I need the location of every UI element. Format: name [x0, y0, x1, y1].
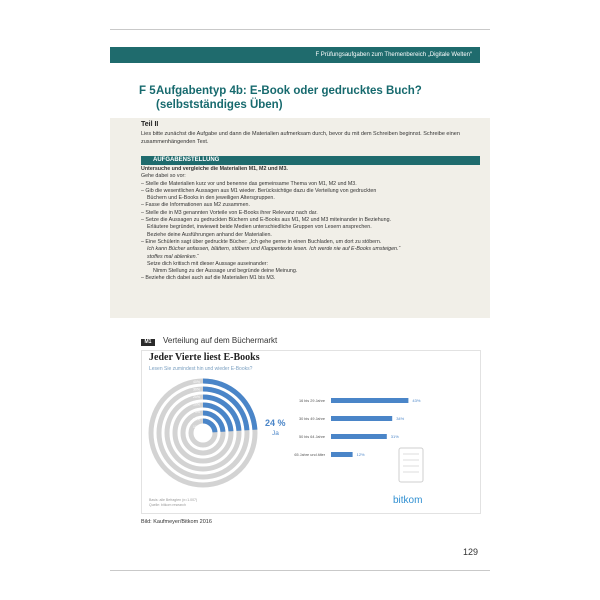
bar-category-label: 16 bis 29 Jahre [299, 399, 325, 403]
bar-value-label: 12% [356, 452, 365, 457]
radial-tick-label: 30% [192, 387, 200, 392]
bar-category-label: 65 Jahre und älter [294, 453, 325, 457]
bar [331, 452, 353, 457]
chart-source [149, 498, 197, 507]
task-line: Ich kann Bücher anfassen, blättern, stöbern und Klappentexte lesen. Ich werde nie auf E-Books umsteigen.“ [147, 246, 401, 253]
bar [331, 434, 387, 439]
task-line: Gehe dabei so vor: [141, 173, 186, 180]
bar-value-label: 31% [390, 434, 399, 439]
bar [331, 416, 392, 421]
task-heading-bar: AUFGABENSTELLUNG [141, 156, 480, 165]
highlight-percent: 24 % [265, 418, 286, 428]
radial-tick-label: 20% [192, 417, 200, 422]
task-line: – Beziehe dich dabei auch auf die Materialien M1 bis M3. [141, 275, 276, 282]
chart-title: Jeder Vierte liest E-Books [149, 352, 260, 363]
ring-highlight [203, 421, 215, 432]
bottom-rule [110, 570, 490, 571]
radial-tick-label: 20% [192, 395, 200, 399]
intro-text: Lies bitte zunächst die Aufgabe und dann die Materialien aufmerksam durch, bevor du mit dem Schreiben beginnst. Schreibe einen zusammenhängenden Text. [141, 131, 460, 145]
task-line: – Stelle die Materialien kurz vor und benenne das gemeinsame Thema von M1, M2 und M3. [141, 180, 357, 187]
task-line: Erläutere begründet, inwieweit beide Medien unterschiedliche Gruppen von Lesern ansprechen. [147, 224, 372, 231]
radial-tick-label: 10% [192, 425, 200, 429]
section-code: F 5 [139, 85, 156, 97]
top-rule [110, 29, 490, 30]
task-line: Setze dich kritisch mit dieser Aussage auseinander: [147, 260, 269, 267]
task-line: – Eine Schülerin sagt über gedruckte Bücher: „Ich gehe gerne in einen Buchladen, um dort zu stöbern. [141, 238, 382, 245]
page-number: 129 [463, 547, 479, 557]
task-line: Büchern und E-Books in den jeweiligen Altersgruppen. [147, 195, 275, 202]
brand-logo [393, 495, 422, 506]
material-badge: M1 [141, 339, 155, 346]
radial-tick-label: 0% [194, 410, 200, 414]
brand-logo-text: bitkom [393, 495, 423, 506]
bar-value-label: 34% [396, 416, 405, 421]
chapter-header-band: F Prüfungsaufgaben zum Themenbereich „Digitale Welten“ [110, 47, 480, 63]
chart-source-line: Quelle: bitkom research [149, 502, 186, 507]
task-line: Nimm Stellung zu der Aussage und begründe deine Meinung. [153, 268, 298, 275]
task-line: – Fasse die Informationen aus M2 zusammen. [141, 202, 250, 209]
task-line: Beziehe deine Ausführungen anhand der Materialien. [147, 231, 272, 238]
bar-category-label: 30 bis 49 Jahre [299, 417, 325, 421]
chart-source-line: Basis: alle Befragten (n=1.007) [149, 498, 198, 502]
radial-tick-label: 40% [192, 380, 200, 384]
task-line: – Gib die wesentlichen Aussagen aus M1 wieder. Berücksichtige dazu die Verteilung von gedruckten [141, 187, 377, 194]
task-line: – Stelle die in M3 genannten Vorteile von E-Books ihrer Relevanz nach dar. [141, 209, 318, 216]
bar-value-label: 43% [412, 398, 421, 403]
chart-graphic [141, 350, 481, 514]
section-title-line1: Aufgabentyp 4b: E-Book oder gedrucktes Buch? [156, 85, 422, 97]
tablet-icon [399, 448, 423, 482]
task-line: Untersuche und vergleiche die Materialien M1, M2 und M3. [141, 166, 288, 172]
chart-subtitle: Lesen Sie zumindest hin und wieder E-Books? [149, 366, 253, 372]
bar-category-label: 50 bis 64 Jahre [299, 435, 325, 439]
task-list [141, 166, 481, 283]
radial-tick-label: 10% [192, 402, 200, 407]
image-caption: Bild: Kaufmeyer/Bitkom 2016 [141, 519, 212, 525]
bar [331, 398, 408, 403]
task-line: – Setze die Aussagen zu gedruckten Büchern und E-Books aus M1, M2 und M3 miteinander in Beziehung. [141, 217, 391, 224]
highlight-label: Ja [272, 430, 279, 437]
section-title-line2: (selbstständiges Üben) [156, 99, 283, 111]
task-line: stoffes mal ablenken.“ [147, 253, 199, 260]
part-label: Teil II [141, 121, 159, 128]
material-title: Verteilung auf dem Büchermarkt [163, 336, 278, 345]
